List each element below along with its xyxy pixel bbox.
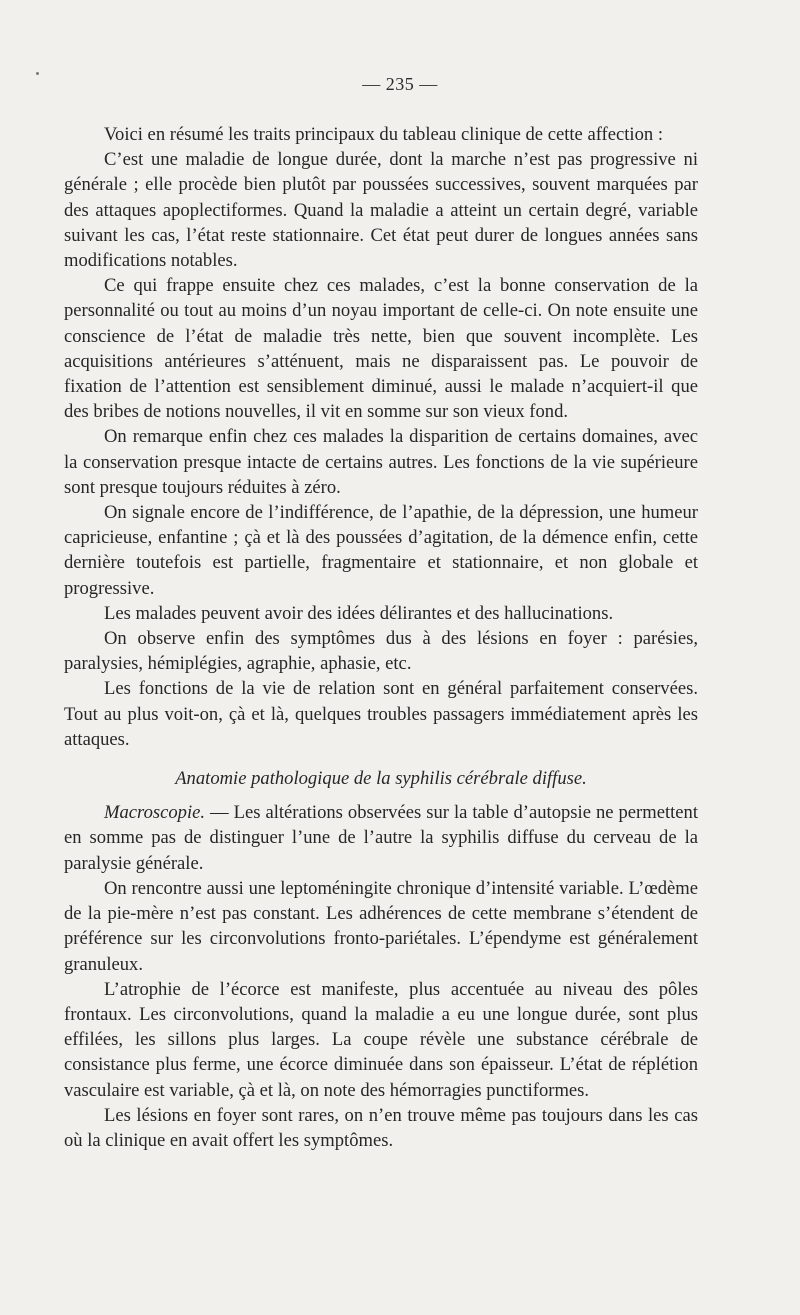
section-heading: Anatomie pathologique de la syphilis cérébrale diffuse. xyxy=(175,768,587,790)
paragraph-macroscopy xyxy=(64,800,698,876)
macroscopy-text: — Les altérations observées sur la table d’autopsie ne permettent en somme pas de distinguer l’une de l’autre la syphilis diffuse du cerveau de la paralysie générale. xyxy=(64,802,698,874)
paragraph-personality: Ce qui frappe ensuite chez ces malades, c’est la bonne conservation de la personnalité ou tout au moins d’un noyau important de celle-ci. On note ensuite une conscience de l’état de maladie très nette, bien que souvent incomplète. Les acquisitions antérieures s’atténuent, mais ne disparaissent pas. Le pouvoir de fixation de l’attention est sensiblement diminué, aussi le malade n’acquiert-il que des bribes de notions nouvelles, il vit en somme sur son vieux fond. xyxy=(64,275,698,423)
paragraph-course: C’est une maladie de longue durée, dont la marche n’est pas progressive ni générale ; elle procède bien plutôt par poussées successives, souvent marquées par des attaques apoplectiformes. Quand la maladie a atteint un certain degré, variable suivant les cas, l’état reste stationnaire. Cet état peut durer de longues années sans modifications notables. xyxy=(64,149,698,272)
paragraph-intro: Voici en résumé les traits principaux du tableau clinique de cette affection : xyxy=(104,124,663,145)
page-number: — 235 — xyxy=(362,74,438,94)
run-in-heading: Macroscopie. xyxy=(104,802,206,824)
paragraph-domains: On remarque enfin chez ces malades la disparition de certains domaines, avec la conservation presque intacte de certains autres. Les fonctions de la vie supérieure sont presque toujours réduites à zéro. xyxy=(64,426,698,498)
paragraph-delusions: Les malades peuvent avoir des idées délirantes et des hallucinations. xyxy=(104,602,614,624)
paragraph-mood: On signale encore de l’indifférence, de l’apathie, de la dépression, une humeur capricieuse, enfantine ; çà et là des poussées d’agitation, de la démence enfin, cette dernière toutefois est partielle, fragmentaire et stationnaire, et non globale et progressive. xyxy=(64,502,698,599)
paragraph-atrophy: L’atrophie de l’écorce est manifeste, plus accentuée au niveau des pôles frontaux. Les circonvolutions, quand la maladie a eu une longue durée, sont plus effilées, les sillons plus larges. La coupe révèle une substance cérébrale de consistance plus ferme, une écorce diminuée dans son épaisseur. L’état de réplétion vasculaire est variable, çà et là, on note des hémorragies punctiformes. xyxy=(64,978,698,1101)
paragraph-focal-symptoms: On observe enfin des symptômes dus à des lésions en foyer : parésies, paralysies, hémiplégies, agraphie, aphasie, etc. xyxy=(64,628,698,675)
paragraph-relational-functions: Les fonctions de la vie de relation sont en général parfaitement conservées. Tout au plus voit-on, çà et là, quelques troubles passagers immédiatement après les attaques. xyxy=(64,678,698,750)
body-text xyxy=(64,122,698,1153)
paragraph-leptomeningitis: On rencontre aussi une leptoméningite chronique d’intensité variable. L’œdème de la pie-mère n’est pas constant. Les adhérences de cette membrane s’étendent de préférence sur les circonvolutions fronto-pariétales. L’épendyme est généralement granuleux. xyxy=(64,877,698,975)
paragraph-focal-lesions: Les lésions en foyer sont rares, on n’en trouve même pas toujours dans les cas où la clinique en avait offert les symptômes. xyxy=(64,1104,698,1151)
